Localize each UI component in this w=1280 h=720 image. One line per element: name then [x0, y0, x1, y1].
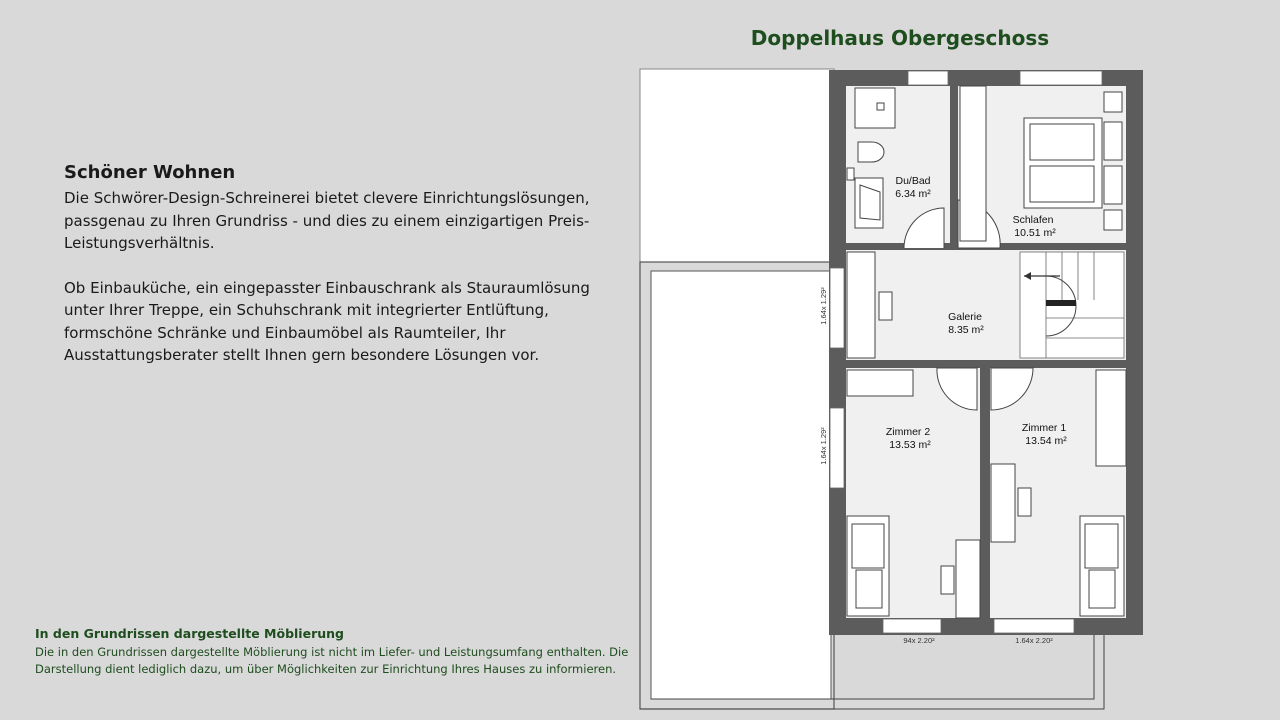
bed-zimmer-2 — [847, 516, 889, 616]
chair-zimmer-1 — [1018, 488, 1031, 516]
wardrobe-zimmer-1 — [1096, 370, 1126, 466]
dim-window-bottom-left: 94x 2.20² — [903, 636, 935, 645]
dim-window-bottom-right: 1.64x 2.20² — [1015, 636, 1053, 645]
room-area-schlafen: 10.51 m² — [1014, 227, 1056, 239]
towel-rail — [847, 168, 854, 180]
shelf-zimmer-2 — [847, 370, 913, 396]
double-bed — [1024, 118, 1102, 208]
desk-zimmer-1 — [991, 464, 1015, 542]
nightstand-top — [1104, 92, 1122, 112]
shower-tray — [855, 88, 895, 128]
pillow-bottom — [1104, 166, 1122, 204]
room-area-zimmer-1: 13.54 m² — [1025, 435, 1067, 447]
window-bottom-right — [994, 619, 1074, 633]
intro-heading: Schöner Wohnen — [64, 162, 236, 183]
room-label-bad: Du/Bad — [895, 175, 931, 187]
galerie-desk — [847, 252, 875, 358]
window-galerie — [830, 268, 844, 348]
furnishing-note-heading: In den Grundrissen dargestellte Möblierung — [35, 626, 344, 641]
window-zimmer-2 — [830, 408, 844, 488]
room-label-zimmer-2: Zimmer 2 — [885, 426, 931, 438]
dim-window-left-lower: 1.64x 1.29² — [819, 427, 828, 465]
upper-void-area — [640, 69, 834, 262]
window-bad — [908, 71, 948, 85]
dim-window-left-upper: 1.64x 1.29² — [819, 287, 828, 325]
desk-zimmer-2 — [956, 540, 980, 618]
pillow-top — [1104, 122, 1122, 160]
window-bottom-left — [883, 619, 941, 633]
room-area-zimmer-2: 13.53 m² — [889, 439, 931, 451]
terrace-floor — [651, 271, 831, 699]
room-label-schlafen: Schlafen — [1012, 214, 1054, 226]
bed-zimmer-1 — [1080, 516, 1124, 616]
furnishing-note-text: Die in den Grundrissen dargestellte Möblierung ist nicht im Liefer- und Leistungsumfang enthalten. Die Darstellung dient lediglich dazu, um über Möglichkeiten zur Einrichtung Ihres Hauses zu informieren. — [35, 645, 629, 676]
room-label-galerie: Galerie — [948, 311, 982, 323]
chair-zimmer-2 — [941, 566, 954, 594]
room-label-zimmer-1: Zimmer 1 — [1021, 422, 1067, 434]
intro-paragraph-2: Ob Einbauküche, ein eingepasster Einbauschrank als Stauraumlösung unter Ihrer Treppe, ein Schuhschrank mit integrierter Entlüftung, formschöne Schränke und Einbaumöbel als Raumteiler, Ihr Ausstattungsberater stellt Ihnen gern besondere Lösungen vor. — [64, 278, 590, 364]
stair-handrail — [1046, 300, 1076, 306]
page-title: Doppelhaus Obergeschoss — [750, 26, 1050, 50]
window-schlafen — [1020, 71, 1102, 85]
toilet — [858, 142, 884, 162]
galerie-chair — [879, 292, 892, 320]
nightstand-bottom — [1104, 210, 1122, 230]
wardrobe-schlafen — [960, 86, 986, 241]
intro-paragraph-1: Die Schwörer-Design-Schreinerei bietet clevere Einrichtungslösungen, passgenau zu Ihren Grundriss - und dies zu einem einzigartigen Preis-Leistungsverhältnis. — [64, 189, 590, 252]
room-area-bad: 6.34 m² — [895, 188, 931, 200]
room-area-galerie: 8.35 m² — [948, 324, 984, 336]
